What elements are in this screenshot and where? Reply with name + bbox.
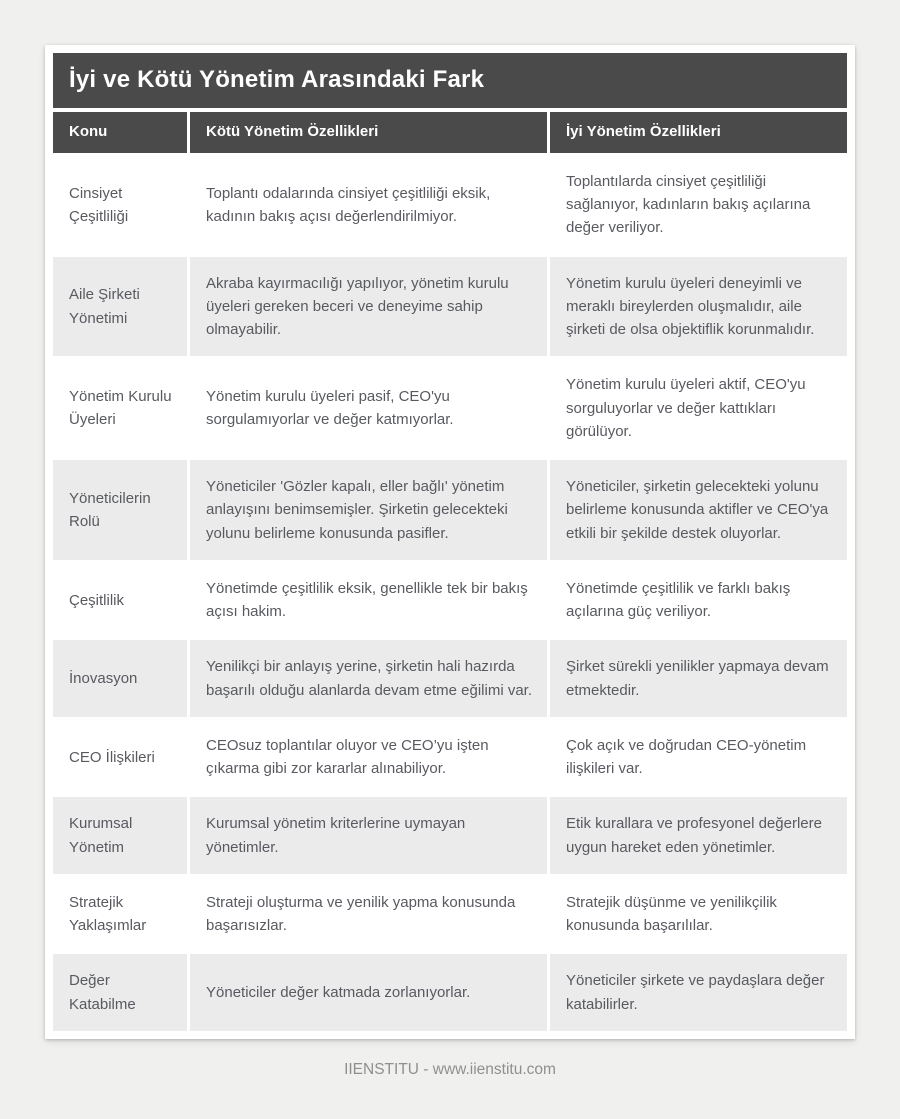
- bad-management-cell: Yöneticiler değer katmada zorlanıyorlar.: [190, 954, 547, 1031]
- table-row: [53, 719, 847, 796]
- topic-cell: Yönetim Kurulu Üyeleri: [53, 358, 187, 458]
- table-row: [53, 640, 847, 717]
- source-attribution: IIENSTITU - www.iienstitu.com: [344, 1060, 556, 1078]
- bad-management-cell: Yöneticiler 'Gözler kapalı, eller bağlı' yönetim anlayışını benimsemişler. Şirketin gelecekteki yolunu belirleme konusunda pasifler.: [190, 460, 547, 560]
- table-title-bar: [53, 53, 847, 108]
- good-management-cell: Yönetim kurulu üyeleri aktif, CEO'yu sorguluyorlar ve değer kattıkları görülüyor.: [550, 358, 847, 458]
- topic-cell: Yöneticilerin Rolü: [53, 460, 187, 560]
- table-row: [53, 358, 847, 458]
- topic-cell: Cinsiyet Çeşitliliği: [53, 155, 187, 255]
- good-management-cell: Etik kurallara ve profesyonel değerlere uygun hareket eden yönetimler.: [550, 797, 847, 874]
- table-row: [53, 257, 847, 357]
- page-title: İyi ve Kötü Yönetim Arasındaki Fark: [69, 66, 485, 93]
- bad-management-cell: Yenilikçi bir anlayış yerine, şirketin hali hazırda başarılı olduğu alanlarda devam etme eğilimi var.: [190, 640, 547, 717]
- column-header-topic: Konu: [53, 112, 187, 153]
- table-row: [53, 954, 847, 1031]
- topic-cell: Çeşitlilik: [53, 562, 187, 639]
- bad-management-cell: Akraba kayırmacılığı yapılıyor, yönetim kurulu üyeleri gereken beceri ve deneyime sahip olmayabilir.: [190, 257, 547, 357]
- good-management-cell: Yöneticiler şirkete ve paydaşlara değer katabilirler.: [550, 954, 847, 1031]
- good-management-cell: Şirket sürekli yenilikler yapmaya devam etmektedir.: [550, 640, 847, 717]
- table-body: [53, 155, 847, 1031]
- good-management-cell: Yöneticiler, şirketin gelecekteki yolunu belirleme konusunda aktifler ve CEO'ya etkili bir şekilde destek oluyorlar.: [550, 460, 847, 560]
- bad-management-cell: Yönetimde çeşitlilik eksik, genellikle tek bir bakış açısı hakim.: [190, 562, 547, 639]
- topic-cell: Aile Şirketi Yönetimi: [53, 257, 187, 357]
- column-header-good-management: İyi Yönetim Özellikleri: [550, 112, 847, 153]
- comparison-table-card: [45, 45, 855, 1039]
- good-management-cell: Yönetim kurulu üyeleri deneyimli ve meraklı bireylerden oluşmalıdır, aile şirketi de olsa objektiflik korunmalıdır.: [550, 257, 847, 357]
- table-header-row: [53, 112, 847, 153]
- bad-management-cell: Toplantı odalarında cinsiyet çeşitliliği eksik, kadının bakış açısı değerlendirilmiyor.: [190, 155, 547, 255]
- table-row: [53, 460, 847, 560]
- table-row: [53, 876, 847, 953]
- bad-management-cell: Yönetim kurulu üyeleri pasif, CEO'yu sorgulamıyorlar ve değer katmıyorlar.: [190, 358, 547, 458]
- table-row: [53, 797, 847, 874]
- column-header-bad-management: Kötü Yönetim Özellikleri: [190, 112, 547, 153]
- good-management-cell: Toplantılarda cinsiyet çeşitliliği sağlanıyor, kadınların bakış açılarına değer veriliyor.: [550, 155, 847, 255]
- bad-management-cell: Kurumsal yönetim kriterlerine uymayan yönetimler.: [190, 797, 547, 874]
- topic-cell: Stratejik Yaklaşımlar: [53, 876, 187, 953]
- bad-management-cell: Strateji oluşturma ve yenilik yapma konusunda başarısızlar.: [190, 876, 547, 953]
- topic-cell: CEO İlişkileri: [53, 719, 187, 796]
- good-management-cell: Stratejik düşünme ve yenilikçilik konusunda başarılılar.: [550, 876, 847, 953]
- table-row: [53, 562, 847, 639]
- topic-cell: İnovasyon: [53, 640, 187, 717]
- topic-cell: Değer Katabilme: [53, 954, 187, 1031]
- topic-cell: Kurumsal Yönetim: [53, 797, 187, 874]
- good-management-cell: Çok açık ve doğrudan CEO-yönetim ilişkileri var.: [550, 719, 847, 796]
- good-management-cell: Yönetimde çeşitlilik ve farklı bakış açılarına güç veriliyor.: [550, 562, 847, 639]
- table-row: [53, 155, 847, 255]
- bad-management-cell: CEOsuz toplantılar oluyor ve CEO’yu işten çıkarma gibi zor kararlar alınabiliyor.: [190, 719, 547, 796]
